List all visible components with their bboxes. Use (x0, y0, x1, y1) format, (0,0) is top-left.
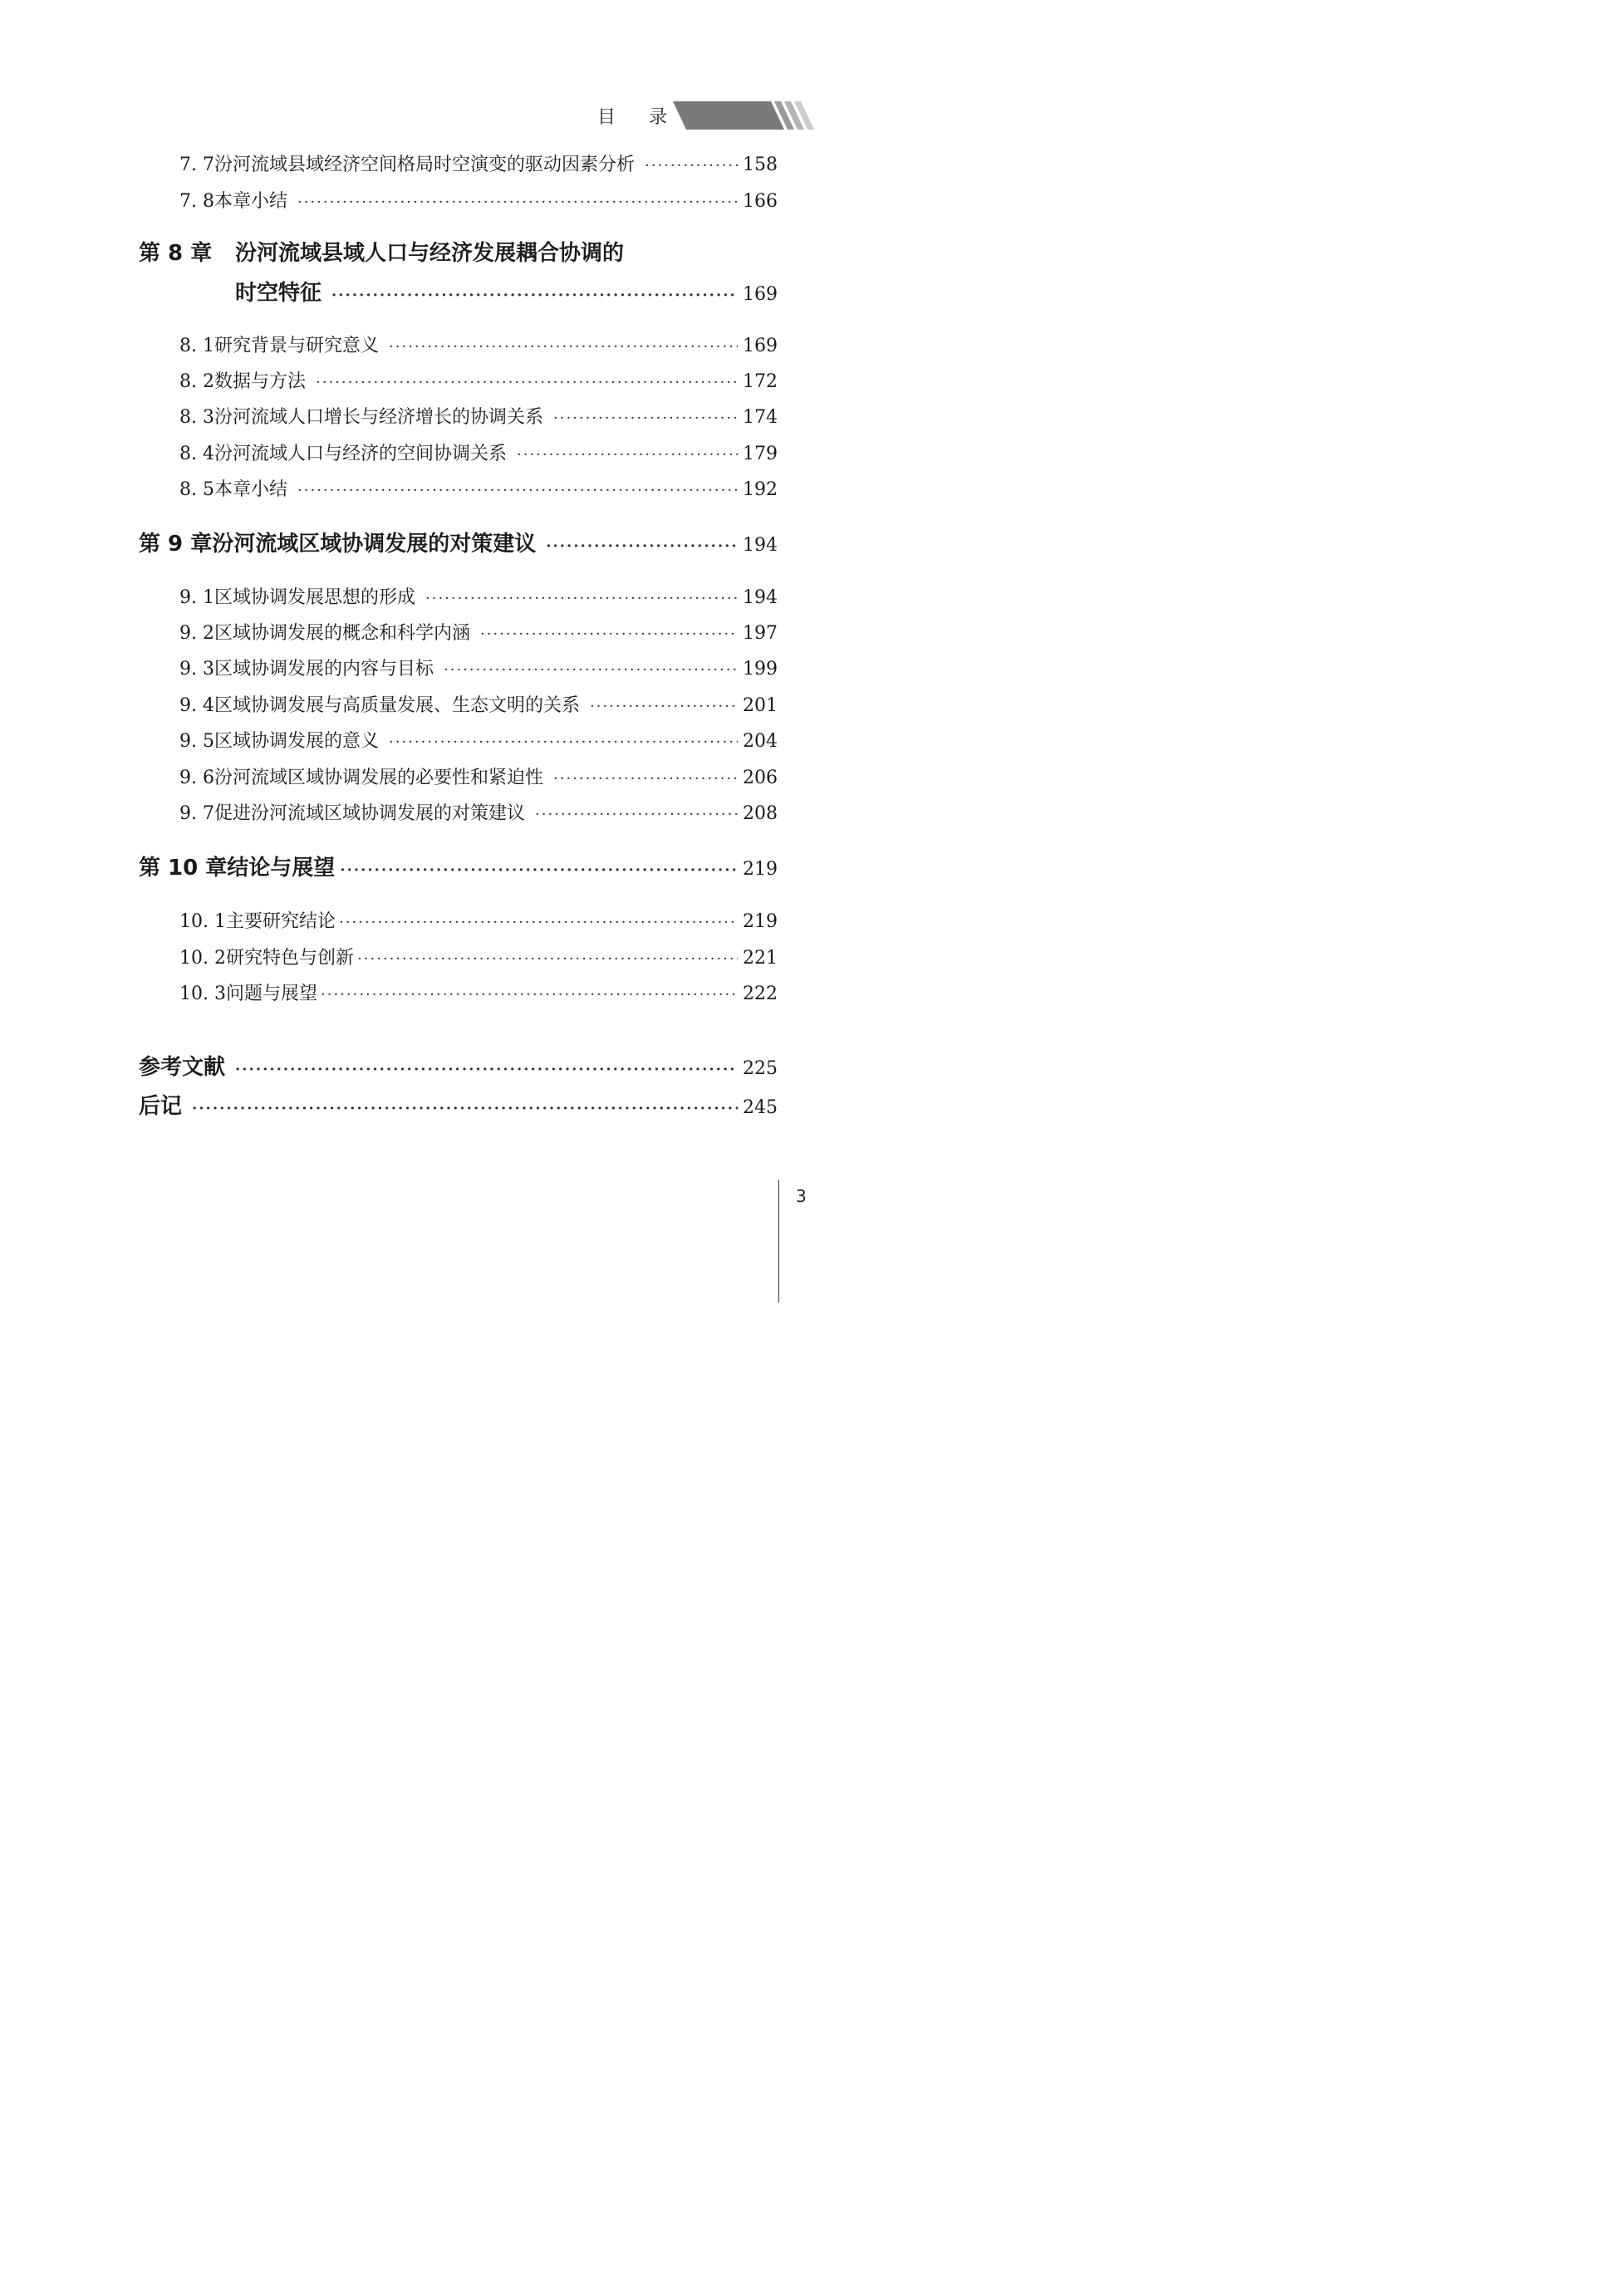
toc-entry-9-4[interactable] (179, 694, 778, 719)
toc-entry-9-1[interactable] (179, 586, 778, 611)
section-title: 汾河流域人口增长与经济增长的协调关系 (214, 407, 543, 428)
section-number: 8. 3 (179, 407, 214, 428)
toc-entry-8-5[interactable] (179, 478, 778, 503)
leader-dots (357, 947, 738, 972)
chapter-label: 第 9 章 (139, 532, 213, 557)
page-number: 194 (743, 535, 778, 556)
toc-references[interactable] (139, 1055, 778, 1082)
page-number: 194 (743, 587, 778, 608)
section-number: 9. 3 (179, 659, 214, 679)
section-number: 8. 5 (179, 479, 214, 500)
section-title: 汾河流域人口与经济的空间协调关系 (214, 444, 507, 464)
page-number: 221 (743, 948, 778, 969)
section-number: 8. 1 (179, 336, 214, 356)
chapter-title: 汾河流域县域人口与经济发展耦合协调的 (235, 241, 625, 266)
toc-entry-8-3[interactable] (179, 405, 778, 431)
leader-dots (444, 658, 738, 683)
chapter-title-continued: 时空特征 (235, 281, 322, 306)
toc-entry-9-3[interactable] (179, 657, 778, 683)
toc-entry-9-6[interactable] (179, 766, 778, 792)
toc-entry-10-3[interactable] (179, 982, 778, 1008)
leader-dots (339, 910, 738, 935)
toc-entry-10-1[interactable] (179, 910, 778, 935)
references-title: 参考文献 (139, 1055, 226, 1080)
leader-dots (389, 730, 738, 755)
leader-dots (331, 283, 738, 308)
section-title: 本章小结 (214, 191, 287, 212)
toc-entry-8-4[interactable] (179, 442, 778, 468)
page-number: 225 (743, 1058, 778, 1079)
leader-dots (389, 335, 738, 360)
page-number: 204 (743, 731, 778, 752)
leader-dots (297, 190, 738, 215)
section-title: 问题与展望 (225, 984, 317, 1004)
page-number: 208 (743, 803, 778, 824)
header-title-part2: 录 (649, 107, 668, 128)
chapter-label: 第 10 章 (139, 856, 228, 881)
leader-dots (590, 694, 738, 719)
section-title: 研究特色与创新 (225, 948, 354, 969)
leader-dots (321, 983, 738, 1008)
section-number: 9. 2 (179, 623, 214, 644)
chapter-title: 结论与展望 (227, 856, 336, 881)
section-title: 区域协调发展的内容与目标 (214, 659, 434, 679)
leader-dots (645, 154, 738, 179)
page-number: 201 (743, 695, 778, 716)
toc-entry-9-7[interactable] (179, 802, 778, 827)
section-title: 区域协调发展与高质量发展、生态文明的关系 (214, 695, 580, 716)
leader-dots (517, 443, 738, 468)
section-number: 10. 1 (179, 911, 226, 932)
header-decoration-icon (673, 101, 814, 130)
section-title: 促进汾河流域区域协调发展的对策建议 (214, 803, 525, 824)
leader-dots (340, 858, 738, 883)
section-number: 9. 6 (179, 768, 214, 788)
section-title: 区域协调发展的意义 (214, 731, 379, 752)
afterword-title: 后记 (139, 1094, 183, 1119)
section-number: 9. 7 (179, 803, 214, 824)
page-number: 219 (743, 859, 778, 880)
section-number: 8. 4 (179, 444, 214, 464)
page-number: 197 (743, 623, 778, 644)
section-number: 8. 2 (179, 371, 214, 392)
toc-entry-9-5[interactable] (179, 729, 778, 755)
page-number: 199 (743, 659, 778, 679)
chapter-8-heading-line1[interactable] (139, 239, 624, 267)
leader-dots (425, 586, 738, 611)
chapter-title: 汾河流域区域协调发展的对策建议 (212, 532, 537, 557)
toc-entry-8-2[interactable] (179, 370, 778, 395)
section-title: 数据与方法 (214, 371, 306, 392)
leader-dots (553, 767, 738, 792)
section-title: 本章小结 (214, 479, 287, 500)
section-number: 9. 4 (179, 695, 214, 716)
page-number: 169 (743, 336, 778, 356)
header-title (597, 103, 667, 129)
toc-entry-9-2[interactable] (179, 621, 778, 647)
running-header (0, 98, 922, 135)
page-number: 192 (743, 479, 778, 500)
chapter-10-heading[interactable] (139, 856, 778, 883)
section-number: 7. 8 (179, 191, 214, 212)
leader-dots (546, 534, 738, 559)
leader-dots (316, 370, 738, 395)
header-title-part1: 目 (597, 107, 616, 128)
section-number: 9. 5 (179, 731, 214, 752)
toc-entry-10-2[interactable] (179, 946, 778, 972)
section-title: 汾河流域县域经济空间格局时空演变的驱动因素分析 (214, 155, 635, 175)
section-title: 主要研究结论 (225, 911, 336, 932)
toc-entry-7-7[interactable] (179, 153, 778, 179)
page-number: 169 (743, 284, 778, 305)
toc-entry-8-1[interactable] (179, 334, 778, 360)
page-number: 219 (743, 911, 778, 932)
page-number: 245 (743, 1097, 778, 1118)
section-number: 7. 7 (179, 155, 214, 175)
page-number: 206 (743, 768, 778, 788)
page-number: 222 (743, 984, 778, 1004)
toc-entry-7-8[interactable] (179, 189, 778, 215)
leader-dots (192, 1096, 738, 1121)
leader-dots (297, 478, 738, 503)
leader-dots (535, 802, 738, 827)
section-number: 9. 1 (179, 587, 214, 608)
chapter-8-heading-line2[interactable] (235, 281, 778, 308)
page-number: 166 (743, 191, 778, 212)
page-number: 179 (743, 444, 778, 464)
section-number: 10. 2 (179, 948, 226, 969)
chapter-9-heading[interactable] (139, 532, 778, 559)
leader-dots (480, 622, 738, 647)
toc-afterword[interactable] (139, 1094, 778, 1121)
page-number: 172 (743, 371, 778, 392)
page-number: 158 (743, 155, 778, 175)
section-title: 区域协调发展的概念和科学内涵 (214, 623, 470, 644)
chapter-label: 第 8 章 (139, 241, 213, 266)
leader-dots (553, 406, 738, 431)
folio-page-number: 3 (796, 1186, 807, 1206)
page-number: 174 (743, 407, 778, 428)
leader-dots (235, 1057, 738, 1082)
section-number: 10. 3 (179, 984, 226, 1004)
section-title: 区域协调发展思想的形成 (214, 587, 415, 608)
section-title: 汾河流域区域协调发展的必要性和紧迫性 (214, 768, 543, 788)
section-title: 研究背景与研究意义 (214, 336, 379, 356)
page-number-rule (778, 1180, 779, 1303)
